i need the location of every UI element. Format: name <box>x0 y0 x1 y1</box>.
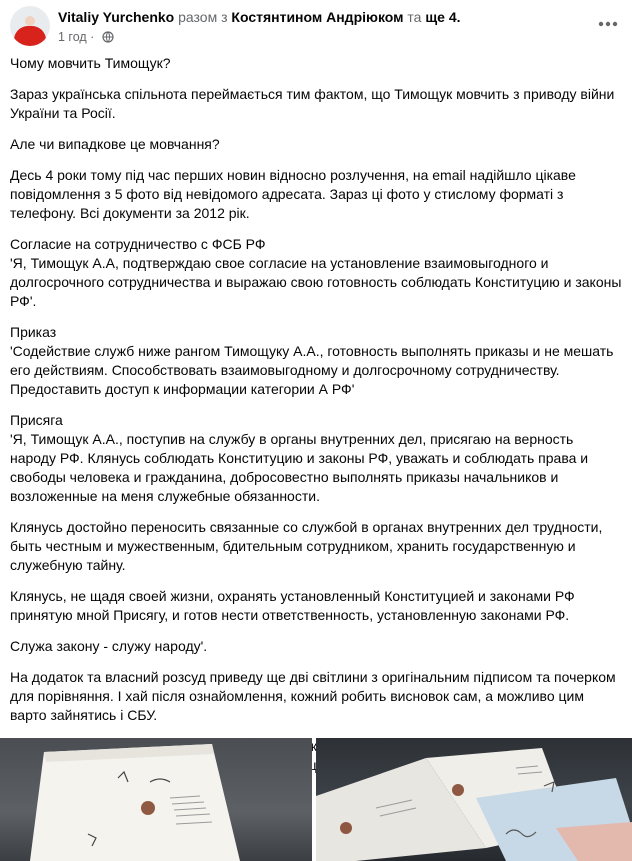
photo-grid <box>0 738 632 861</box>
post-paragraph: Служа закону - служу народу'. <box>10 638 208 654</box>
more-options-icon[interactable] <box>596 12 620 36</box>
photo-documents-1[interactable] <box>0 738 312 861</box>
others-link[interactable]: ще 4 <box>425 9 457 25</box>
post-paragraph: Клянусь, не щадя своей жизни, охранять установленный Конституцией и законами РФ принятую мной Присягу, и готов нести ответственность, установленную законами РФ. <box>10 588 575 623</box>
post-paragraph: На додаток та власний розсуд приведу ще дві світлини з оригінальним підписом та почерком для порівняння. І хай після ознайомлення, кожний робить висновок сам, а можливо цим варто зайнятись і СБУ. <box>10 669 616 723</box>
photo-documents-2[interactable] <box>316 738 632 861</box>
post-paragraph: Зараз українська спільнота переймається тим фактом, що Тимощук мовчить з приводу війни України та Росії. <box>10 86 615 121</box>
post-paragraph: Приказ 'Содействие служб ниже рангом Тимощуку А.А., готовность выполнять приказы и не мешать его действиям. Способствовать взаимовыгодному и долгосрочному сотрудничеству. Предоставить доступ к информации категории А РФ' <box>10 324 614 397</box>
author-name[interactable]: Vitaliy Yurchenko <box>58 9 175 25</box>
and-text: та <box>407 9 422 25</box>
author-avatar[interactable] <box>10 6 50 46</box>
post-paragraph: Присяга 'Я, Тимощук А.А., поступив на службу в органы внутренних дел, присягаю на верность народу РФ. Клянусь соблюдать Конституцию и законы РФ, уважать и соблюдать права и свободы человека и гражданина, добросовестно выполнять приказы начальников и возложенные на меня служебные обязанности. <box>10 412 589 504</box>
meta-separator: · <box>90 30 95 44</box>
post-paragraph: Чому мовчить Тимощук? <box>10 55 171 71</box>
tagged-person[interactable]: Костянтином Андріюком <box>231 9 404 25</box>
post-body <box>10 54 622 806</box>
period: . <box>456 9 461 25</box>
with-prefix: разом з <box>178 9 228 25</box>
post-paragraph: Десь 4 роки тому під час перших новин відносно розлучення, на email надійшло цікаве повідомлення з 5 фото від невідомого адресата. Зараз ці фото у стислому форматі з телефону. Всі документи за 2012 рік. <box>10 167 576 221</box>
post-paragraph: Але чи випадкове це мовчання? <box>10 136 220 152</box>
post-paragraph: Согласие на сотрудничество с ФСБ РФ 'Я, Тимощук А.А, подтверждаю свое согласие на установление взаимовыгодного и долгосрочного сотрудничества и выражаю свою готовность соблюдать Конституцию и законы РФ'. <box>10 236 622 309</box>
post-time[interactable]: 1 год <box>58 30 87 44</box>
post-header <box>0 0 632 50</box>
globe-icon <box>102 31 114 47</box>
author-line <box>58 8 461 26</box>
post-meta <box>58 29 114 47</box>
post-paragraph: Клянусь достойно переносить связанные со службой в органах внутренних дел трудности, быть честным и мужественным, бдительным сотрудником, хранить государственную и служебную тайну. <box>10 519 603 573</box>
